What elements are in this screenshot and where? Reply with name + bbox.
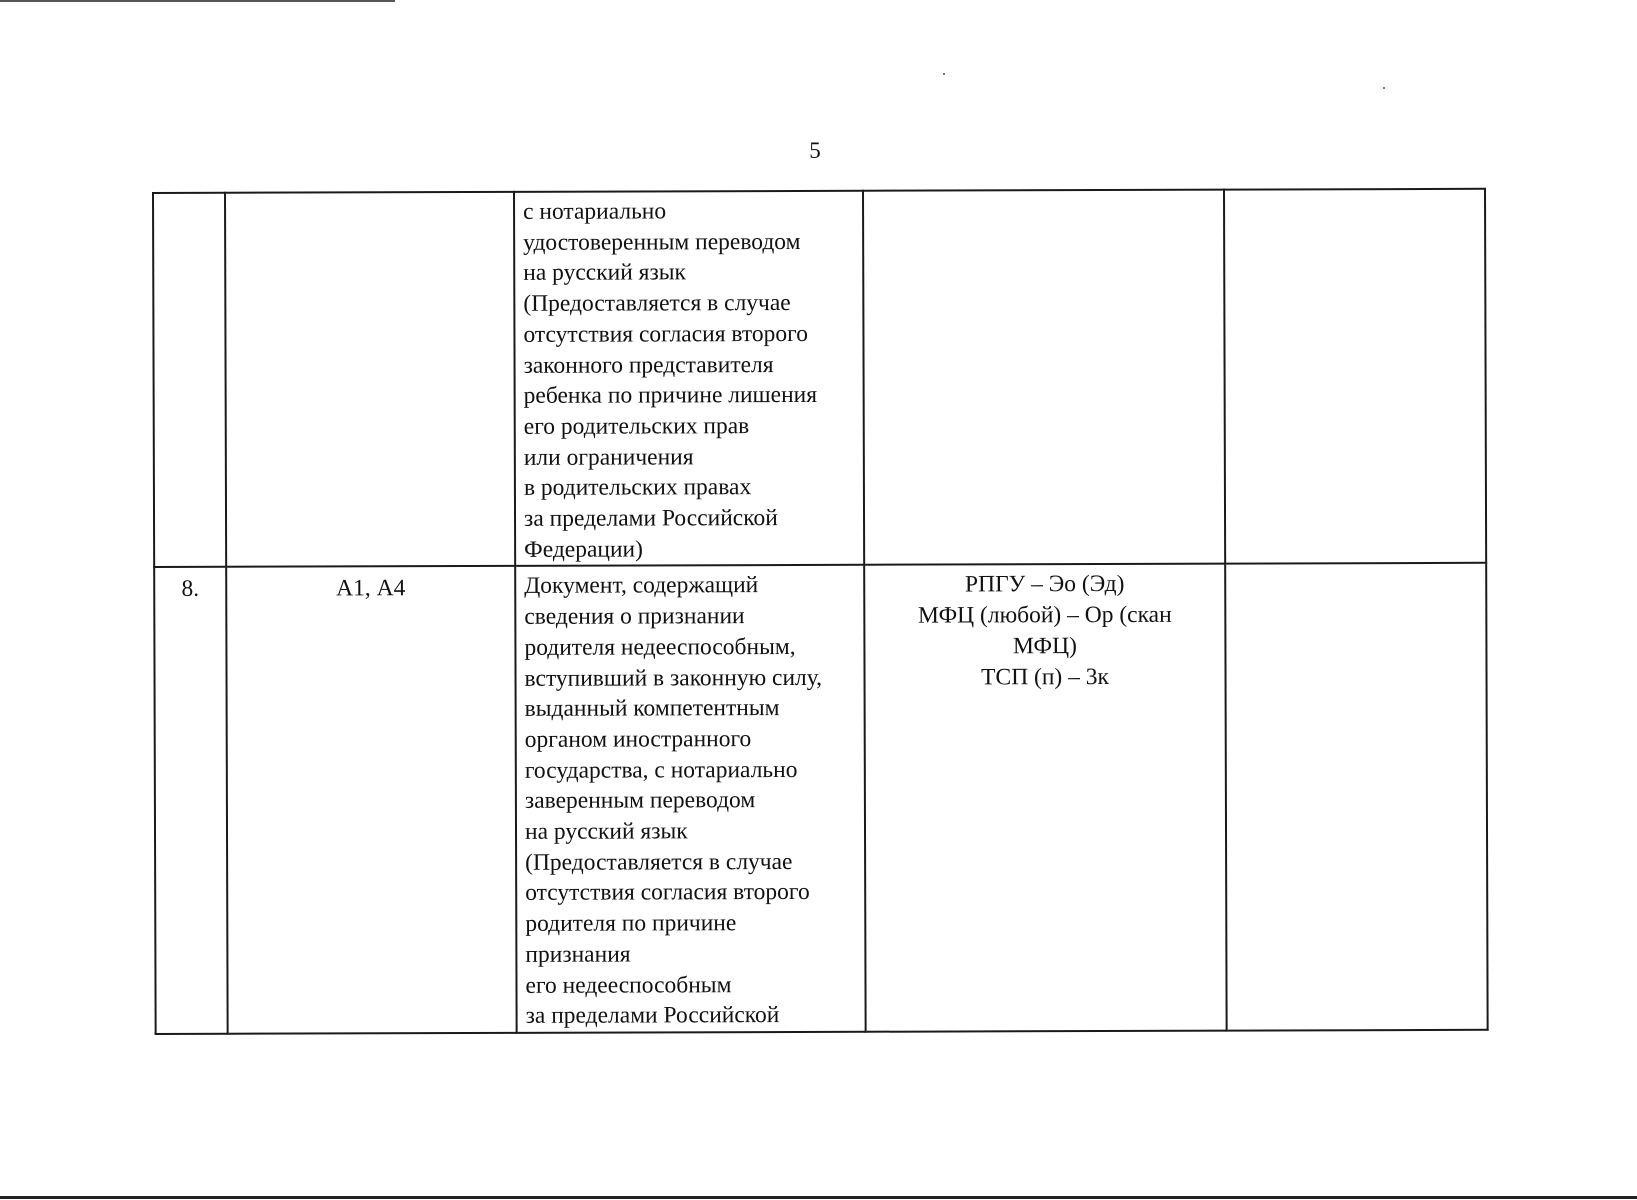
- applicant-codes-cell: А1, А4: [226, 566, 516, 1033]
- description-line: Федерации): [524, 536, 643, 563]
- description-line: родителя по причине: [525, 910, 737, 938]
- description-line: заверенным переводом: [524, 787, 756, 815]
- submission-method-cell: [863, 190, 1225, 566]
- description-line: выданный компетентным: [524, 695, 780, 723]
- description-line: родителя недееспособным,: [524, 633, 796, 661]
- document-description-cell: [514, 191, 864, 567]
- documents-table-grid: [152, 188, 1489, 1035]
- description-line: ребенка по причине лишения: [523, 382, 818, 410]
- description-line: отсутствия согласия второго: [523, 320, 808, 348]
- description-line: вступивший в законную силу,: [524, 664, 823, 692]
- description-line: на русский язык: [524, 818, 688, 845]
- description-line: (Предоставляется в случае: [523, 290, 791, 317]
- description-line: сведения о признании: [524, 603, 745, 630]
- scan-edge-top: [0, 0, 395, 2]
- table-row-continued: [153, 189, 1486, 568]
- description-line: его недееспособным: [525, 971, 732, 999]
- description-line: признания: [525, 941, 631, 968]
- description-line: отсутствия согласия второго: [525, 879, 810, 907]
- description-line: государства, с нотариально: [524, 756, 798, 784]
- applicant-codes-cell: [225, 192, 515, 567]
- notes-cell: [1224, 189, 1486, 564]
- row-number-cell: 8.: [154, 567, 227, 1034]
- scan-speck: [943, 73, 945, 75]
- description-line: (Предоставляется в случае: [525, 848, 793, 876]
- row-number-cell: [153, 193, 226, 568]
- notes-cell: [1225, 563, 1487, 1030]
- submission-line: МФЦ): [1012, 632, 1077, 660]
- description-line: или ограничения: [523, 443, 694, 471]
- submission-line: РПГУ – Эо (Эд): [964, 571, 1125, 598]
- document-description-cell: [515, 565, 865, 1033]
- submission-line: МФЦ (любой) – Ор (скан: [917, 601, 1172, 629]
- documents-table: [152, 188, 1487, 1030]
- submission-method-cell: [864, 564, 1226, 1032]
- description-line: в родительских правах: [523, 474, 752, 502]
- table-row-8: [154, 563, 1487, 1034]
- scan-speck: [1383, 87, 1385, 89]
- description-line: с нотариально: [523, 198, 667, 225]
- scan-edge-bottom: [0, 1196, 1637, 1199]
- description-line: органом иностранного: [524, 726, 752, 753]
- description-line: Документ, содержащий: [524, 572, 759, 600]
- submission-line: ТСП (п) – 3к: [981, 663, 1109, 690]
- description-line: за пределами Российской: [525, 1002, 780, 1030]
- description-line: законного представителя: [523, 351, 774, 379]
- description-line: удостоверенным переводом: [523, 228, 801, 256]
- description-line: за пределами Российской: [523, 505, 778, 532]
- description-line: его родительских прав: [523, 413, 750, 440]
- page-number: 5: [809, 138, 821, 163]
- description-line: на русский язык: [523, 259, 686, 287]
